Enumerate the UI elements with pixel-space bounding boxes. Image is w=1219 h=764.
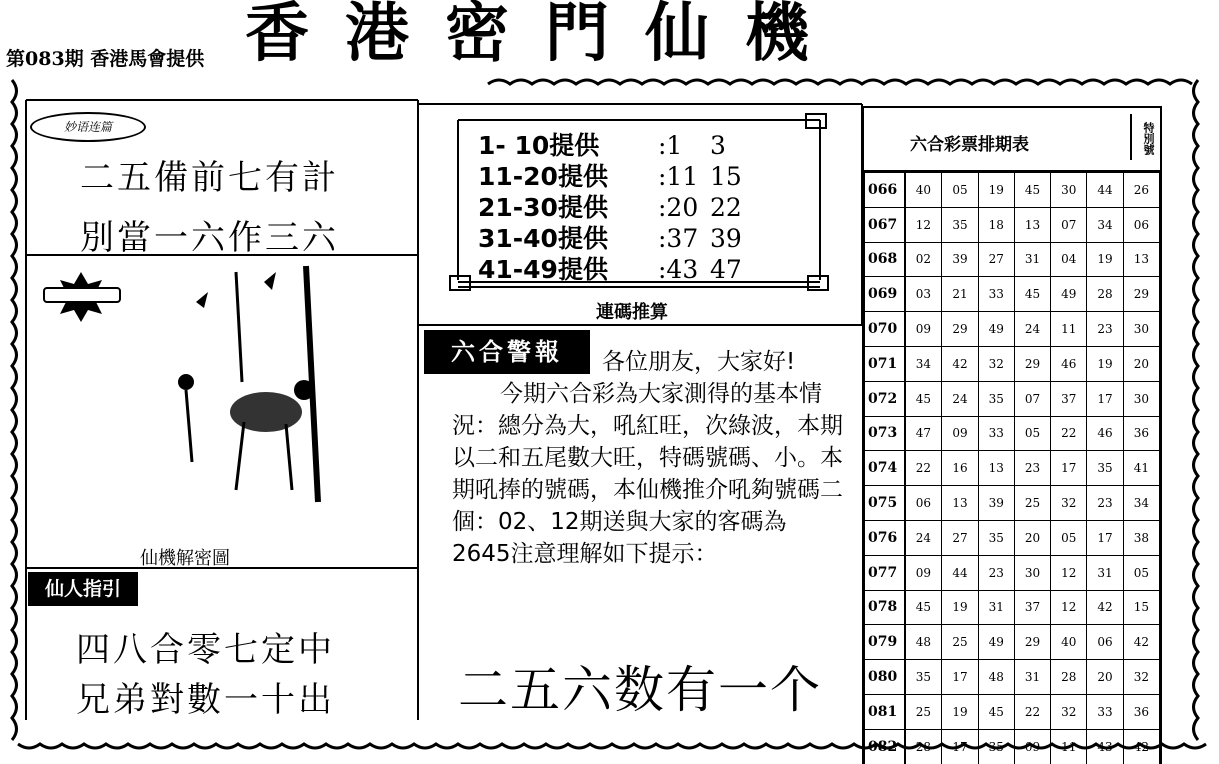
number-cell: 35 xyxy=(978,381,1014,416)
table-row xyxy=(865,312,1160,347)
number-cell: 23 xyxy=(1014,451,1050,486)
number-cell: 45 xyxy=(1014,277,1050,312)
range-table xyxy=(478,130,760,285)
table-row xyxy=(865,416,1160,451)
number-cell: 45 xyxy=(1014,173,1050,208)
table-row xyxy=(865,451,1160,486)
period-cell: 070 xyxy=(865,312,905,347)
page-title: 香港密門仙機 xyxy=(245,0,845,71)
range-number: :11 xyxy=(658,162,699,191)
number-cell: 29 xyxy=(1123,277,1159,312)
number-cell: 23 xyxy=(978,555,1014,590)
table-row xyxy=(865,381,1160,416)
table-row xyxy=(865,590,1160,625)
number-cell: 31 xyxy=(1087,555,1123,590)
number-cell: 13 xyxy=(978,451,1014,486)
number-cell: 29 xyxy=(1014,346,1050,381)
number-cell: 45 xyxy=(905,590,942,625)
greeting: 各位朋友，大家好! xyxy=(602,349,796,375)
warn-label: 六合警報 xyxy=(424,330,590,374)
number-cell: 43 xyxy=(1087,729,1123,764)
number-cell: 49 xyxy=(1051,277,1087,312)
schedule-grid xyxy=(864,172,1160,764)
number-cell: 46 xyxy=(1051,346,1087,381)
range-row xyxy=(478,192,760,223)
table-row xyxy=(865,173,1160,208)
number-cell: 38 xyxy=(1123,520,1159,555)
number-cell: 17 xyxy=(942,660,978,695)
guide-line-1: 四八合零七定中 xyxy=(76,630,335,670)
number-cell: 09 xyxy=(905,555,942,590)
guide-line-2: 兄弟對數一十出 xyxy=(76,680,335,720)
number-cell: 31 xyxy=(1014,242,1050,277)
number-cell: 09 xyxy=(942,416,978,451)
number-cell: 25 xyxy=(905,694,942,729)
number-cell: 44 xyxy=(1087,173,1123,208)
number-cell: 36 xyxy=(1123,416,1159,451)
period-cell: 078 xyxy=(865,590,905,625)
number-cell: 17 xyxy=(1087,520,1123,555)
number-cell: 30 xyxy=(1123,381,1159,416)
number-cell: 17 xyxy=(942,729,978,764)
number-cell: 17 xyxy=(1051,451,1087,486)
period-cell: 080 xyxy=(865,660,905,695)
poem-badge: 妙语连篇 xyxy=(30,112,146,142)
table-row xyxy=(865,486,1160,521)
number-cell: 20 xyxy=(1014,520,1050,555)
range-number: 3 xyxy=(710,131,726,160)
number-cell: 05 xyxy=(1051,520,1087,555)
warn-body xyxy=(452,346,844,570)
period-cell: 071 xyxy=(865,346,905,381)
number-cell: 32 xyxy=(1051,694,1087,729)
number-cell: 49 xyxy=(978,625,1014,660)
number-cell: 48 xyxy=(905,625,942,660)
number-cell: 42 xyxy=(1087,590,1123,625)
number-cell: 42 xyxy=(1123,729,1159,764)
range-number: :20 xyxy=(658,193,699,222)
number-cell: 30 xyxy=(1051,173,1087,208)
table-row xyxy=(865,346,1160,381)
period-cell: 069 xyxy=(865,277,905,312)
number-cell: 32 xyxy=(1123,660,1159,695)
special-label: 特別號 xyxy=(1130,114,1156,160)
number-cell: 16 xyxy=(942,451,978,486)
number-cell: 06 xyxy=(905,486,942,521)
table-row xyxy=(865,625,1160,660)
number-cell: 31 xyxy=(978,590,1014,625)
number-cell: 24 xyxy=(1014,312,1050,347)
number-cell: 21 xyxy=(942,277,978,312)
number-cell: 35 xyxy=(978,729,1014,764)
number-cell: 35 xyxy=(978,520,1014,555)
number-cell: 42 xyxy=(1123,625,1159,660)
number-cell: 41 xyxy=(1123,451,1159,486)
number-cell: 33 xyxy=(978,416,1014,451)
number-cell: 39 xyxy=(978,486,1014,521)
number-cell: 45 xyxy=(905,381,942,416)
range-row xyxy=(478,161,760,192)
number-cell: 30 xyxy=(1123,312,1159,347)
number-cell: 49 xyxy=(978,312,1014,347)
range-row xyxy=(478,223,760,254)
range-row xyxy=(478,130,760,161)
range-row xyxy=(478,254,760,285)
period-cell: 068 xyxy=(865,242,905,277)
period-cell: 076 xyxy=(865,520,905,555)
number-cell: 24 xyxy=(905,520,942,555)
number-cell: 40 xyxy=(905,173,942,208)
period-cell: 072 xyxy=(865,381,905,416)
table-row xyxy=(865,277,1160,312)
range-number: 47 xyxy=(710,255,742,284)
number-cell: 06 xyxy=(1087,625,1123,660)
table-row xyxy=(865,520,1160,555)
number-cell: 23 xyxy=(1087,312,1123,347)
number-cell: 28 xyxy=(905,729,942,764)
number-cell: 19 xyxy=(1087,346,1123,381)
range-number: 15 xyxy=(710,162,742,191)
guide-label: 仙人指引 xyxy=(28,572,138,606)
number-cell: 19 xyxy=(978,173,1014,208)
number-cell: 48 xyxy=(978,660,1014,695)
number-cell: 19 xyxy=(942,694,978,729)
period-cell: 073 xyxy=(865,416,905,451)
period-cell: 074 xyxy=(865,451,905,486)
number-cell: 06 xyxy=(1123,207,1159,242)
number-cell: 12 xyxy=(905,207,942,242)
number-cell: 34 xyxy=(1123,486,1159,521)
number-cell: 29 xyxy=(1014,625,1050,660)
period-cell: 075 xyxy=(865,486,905,521)
number-cell: 32 xyxy=(978,346,1014,381)
table-row xyxy=(865,694,1160,729)
range-label: 21-30提供 xyxy=(478,193,608,222)
number-cell: 11 xyxy=(1051,312,1087,347)
range-number: 39 xyxy=(710,224,742,253)
number-cell: 28 xyxy=(1051,660,1087,695)
period-cell: 067 xyxy=(865,207,905,242)
table-row xyxy=(865,555,1160,590)
number-cell: 19 xyxy=(1087,242,1123,277)
number-cell: 02 xyxy=(905,242,942,277)
range-label: 1- 10提供 xyxy=(478,131,600,160)
number-cell: 37 xyxy=(1014,590,1050,625)
number-cell: 09 xyxy=(905,312,942,347)
number-cell: 19 xyxy=(942,590,978,625)
number-cell: 45 xyxy=(978,694,1014,729)
number-cell: 46 xyxy=(1087,416,1123,451)
number-cell: 33 xyxy=(1087,694,1123,729)
number-cell: 07 xyxy=(1014,381,1050,416)
table-row xyxy=(865,242,1160,277)
hint-text: 二五六数有一个 xyxy=(458,661,822,719)
number-cell: 20 xyxy=(1087,660,1123,695)
number-cell: 47 xyxy=(905,416,942,451)
period-cell: 066 xyxy=(865,173,905,208)
number-cell: 27 xyxy=(978,242,1014,277)
number-cell: 30 xyxy=(1014,555,1050,590)
number-cell: 31 xyxy=(1014,660,1050,695)
period-cell: 079 xyxy=(865,625,905,660)
number-cell: 28 xyxy=(1087,277,1123,312)
number-cell: 12 xyxy=(1051,555,1087,590)
image-caption: 仙機解密圖 xyxy=(140,548,230,569)
number-cell: 23 xyxy=(1087,486,1123,521)
range-number: :1 xyxy=(658,131,683,160)
number-cell: 13 xyxy=(1014,207,1050,242)
period-cell: 081 xyxy=(865,694,905,729)
number-cell: 15 xyxy=(1123,590,1159,625)
schedule-table xyxy=(862,106,1162,764)
number-cell: 35 xyxy=(905,660,942,695)
number-cell: 05 xyxy=(1014,416,1050,451)
number-cell: 11 xyxy=(1051,729,1087,764)
number-cell: 29 xyxy=(942,312,978,347)
issue-label: 第083期 香港馬會提供 xyxy=(6,48,205,70)
number-cell: 20 xyxy=(1123,346,1159,381)
number-cell: 03 xyxy=(905,277,942,312)
number-cell: 39 xyxy=(942,242,978,277)
number-cell: 33 xyxy=(978,277,1014,312)
range-number: :43 xyxy=(658,255,699,284)
number-cell: 04 xyxy=(1051,242,1087,277)
schedule-header xyxy=(864,108,1160,172)
number-cell: 35 xyxy=(1087,451,1123,486)
number-cell: 36 xyxy=(1123,694,1159,729)
table-row xyxy=(865,207,1160,242)
schedule-title: 六合彩票排期表 xyxy=(910,135,1029,155)
table-row xyxy=(865,660,1160,695)
number-cell: 32 xyxy=(1051,486,1087,521)
poem-line-1: 二五備前七有計 xyxy=(80,158,339,198)
number-cell: 05 xyxy=(942,173,978,208)
number-cell: 22 xyxy=(1014,694,1050,729)
number-cell: 13 xyxy=(1123,242,1159,277)
number-cell: 40 xyxy=(1051,625,1087,660)
number-cell: 34 xyxy=(905,346,942,381)
range-label: 31-40提供 xyxy=(478,224,608,253)
number-cell: 24 xyxy=(942,381,978,416)
number-cell: 37 xyxy=(1051,381,1087,416)
table-row xyxy=(865,729,1160,764)
number-cell: 17 xyxy=(1087,381,1123,416)
number-cell: 22 xyxy=(905,451,942,486)
number-cell: 12 xyxy=(1051,590,1087,625)
number-cell: 26 xyxy=(1123,173,1159,208)
poem-line-2: 別當一六作三六 xyxy=(80,218,339,258)
range-label: 11-20提供 xyxy=(478,162,608,191)
number-cell: 07 xyxy=(1051,207,1087,242)
number-cell: 44 xyxy=(942,555,978,590)
number-cell: 09 xyxy=(1014,729,1050,764)
number-cell: 25 xyxy=(942,625,978,660)
period-cell: 082 xyxy=(865,729,905,764)
number-cell: 35 xyxy=(942,207,978,242)
ranges-caption: 連碼推算 xyxy=(596,302,668,323)
number-cell: 27 xyxy=(942,520,978,555)
warn-paragraph: 今期六合彩為大家測得的基本情況：總分為大，吼紅旺，次綠波，本期以二和五尾數大旺，特碼號碼、小。本期吼捧的號碼，本仙機推介吼夠號碼二個：02、12期送與大家的客碼為2645注意理解如下提示： xyxy=(452,381,843,567)
number-cell: 05 xyxy=(1123,555,1159,590)
range-number: :37 xyxy=(658,224,699,253)
number-cell: 42 xyxy=(942,346,978,381)
number-cell: 34 xyxy=(1087,207,1123,242)
range-number: 22 xyxy=(710,193,742,222)
number-cell: 13 xyxy=(942,486,978,521)
range-label: 41-49提供 xyxy=(478,255,608,284)
number-cell: 22 xyxy=(1051,416,1087,451)
deer-illustration xyxy=(36,262,376,512)
period-cell: 077 xyxy=(865,555,905,590)
number-cell: 25 xyxy=(1014,486,1050,521)
number-cell: 18 xyxy=(978,207,1014,242)
